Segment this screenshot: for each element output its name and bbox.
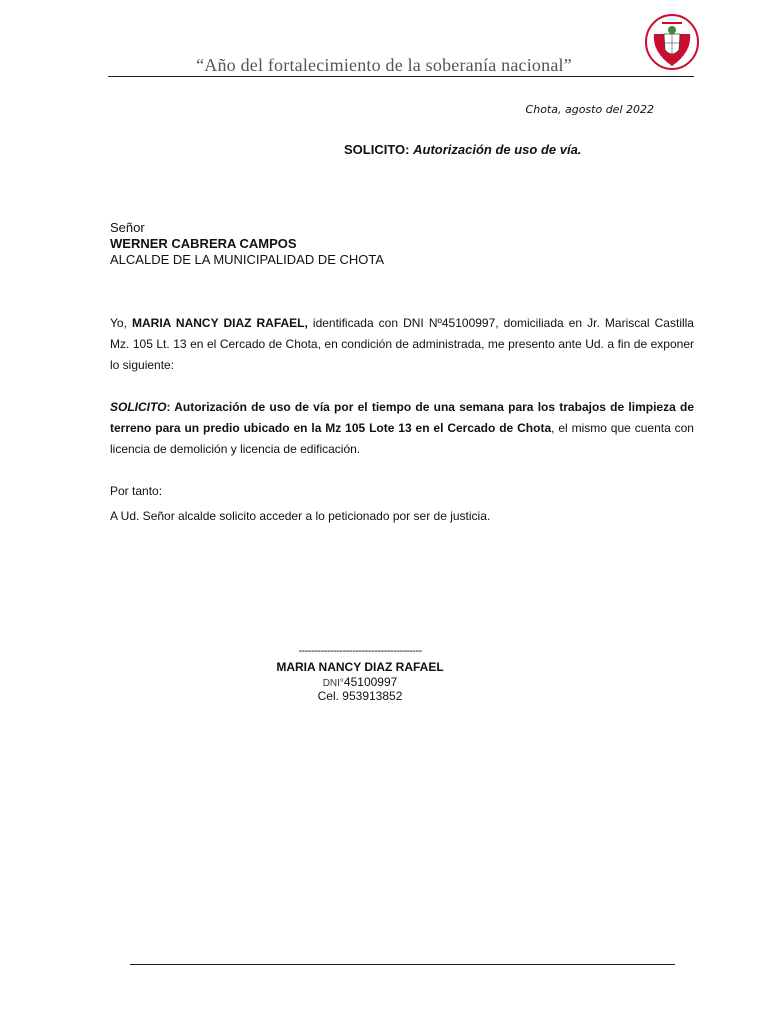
p2-bold: : Autorización de uso de vía por el tiempo de una semana para los trabajos de limpieza de terreno para un predio ubicado en la Mz 105 Lote 13 en el Cercado de Chota [110, 400, 694, 435]
closing-por-tanto: Por tanto: [110, 484, 163, 498]
dni-label: DNI° [322, 678, 344, 689]
salutation: Señor [110, 220, 145, 235]
body-paragraph-2 [110, 397, 694, 460]
signature-dni [0, 675, 720, 689]
p2-rest: , el mismo que cuenta con licencia de demolición y licencia de edificación. [110, 421, 694, 456]
letter-date: Chota, agosto del 2022 [525, 103, 654, 116]
signature-cel: Cel. 953913852 [317, 689, 403, 703]
subject-label: SOLICITO: [344, 142, 410, 157]
p1-rest: identificada con DNI Nº45100997, domiciliada en Jr. Mariscal Castilla Mz. 105 Lt. 13 en el Cercado de Chota, en condición de administrada, me presento ante Ud. a fin de exponer lo siguiente: [110, 316, 694, 372]
p2-label: SOLICITO [110, 400, 167, 414]
footer-rule [130, 964, 675, 965]
p1-name: MARIA NANCY DIAZ RAFAEL, [131, 316, 308, 330]
dni-value: 45100997 [343, 675, 398, 689]
header-motto: “Año del fortalecimiento de la soberanía nacional” [196, 55, 572, 75]
closing-request: A Ud. Señor alcalde solicito acceder a lo peticionado por ser de justicia. [110, 509, 491, 523]
p1-pre: Yo, [110, 316, 132, 330]
header-rule [108, 76, 694, 77]
body-paragraph-1 [110, 313, 694, 376]
signature-name: MARIA NANCY DIAZ RAFAEL [276, 660, 444, 674]
peru-coat-of-arms-icon [642, 12, 702, 72]
addressee-name: WERNER CABRERA CAMPOS [110, 236, 297, 251]
subject-text: Autorización de uso de vía. [413, 142, 582, 157]
addressee-position: ALCALDE DE LA MUNICIPALIDAD DE CHOTA [110, 252, 385, 267]
subject-line [344, 142, 581, 157]
signature-line: --------------------------------------- [298, 645, 422, 657]
